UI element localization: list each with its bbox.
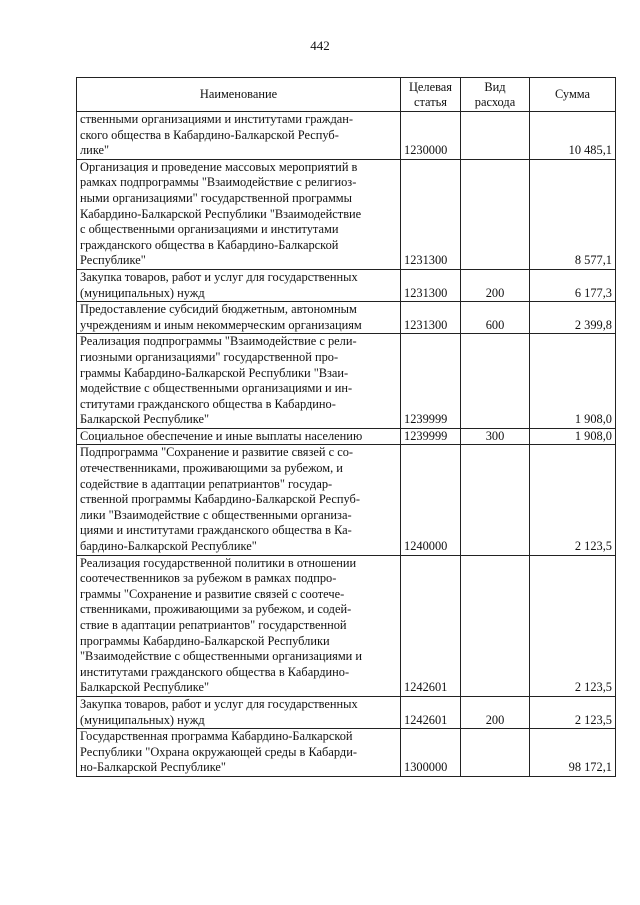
row-code-cell: 1242601 [401, 696, 461, 728]
row-sum-cell: 8 577,1 [530, 159, 616, 269]
row-sum-cell: 2 123,5 [530, 555, 616, 696]
row-code-cell: 1231300 [401, 159, 461, 269]
table-row [77, 428, 616, 445]
row-type-cell: 200 [461, 696, 530, 728]
table-row [77, 159, 616, 269]
row-name-cell: Реализация государственной политики в отношении соотечественников за рубежом в рамках подпро- граммы "Сохранение и развитие связей с соотече- ственниками, проживающими за рубежом, и содей- ствие в адаптации репатриантов" государственной программы Кабардино-Балкарской Республики "Взаимодействие с общественными организациями и институтами гражданского общества в Кабардино- Балкарской Республике" [77, 555, 401, 696]
row-name-cell: ственными организациями и институтами граждан- ского общества в Кабардино-Балкарской Респуб- лике" [77, 112, 401, 160]
row-name-cell: Организация и проведение массовых мероприятий в рамках подпрограммы "Взаимодействие с религиоз- ными организациями" государственной программы Кабардино-Балкарской Республики "Взаимодействие с общественными организациями и институтами гражданского общества в Кабардино-Балкарской Республике" [77, 159, 401, 269]
row-name-cell: Социальное обеспечение и иные выплаты населению [77, 428, 401, 445]
table-header-row [77, 78, 616, 112]
table-row [77, 269, 616, 301]
row-code-cell: 1231300 [401, 269, 461, 301]
row-sum-cell: 6 177,3 [530, 269, 616, 301]
row-type-cell [461, 555, 530, 696]
row-sum-cell: 2 123,5 [530, 445, 616, 555]
row-type-cell [461, 334, 530, 429]
header-name: Наименование [77, 78, 401, 112]
row-code-cell: 1231300 [401, 302, 461, 334]
row-code-cell: 1239999 [401, 334, 461, 429]
row-type-cell [461, 445, 530, 555]
table-row [77, 445, 616, 555]
table-row [77, 729, 616, 777]
row-code-cell: 1242601 [401, 555, 461, 696]
row-name-cell: Государственная программа Кабардино-Балкарской Республики "Охрана окружающей среды в Кабарди- но-Балкарской Республике" [77, 729, 401, 777]
row-sum-cell: 2 123,5 [530, 696, 616, 728]
header-code: Целевая статья [401, 78, 461, 112]
table-row [77, 334, 616, 429]
header-sum: Сумма [530, 78, 616, 112]
row-type-cell: 600 [461, 302, 530, 334]
row-type-cell [461, 159, 530, 269]
row-type-cell [461, 112, 530, 160]
table-row [77, 696, 616, 728]
page-number: 442 [310, 38, 330, 53]
row-type-cell: 300 [461, 428, 530, 445]
budget-table [76, 77, 616, 777]
row-type-cell [461, 729, 530, 777]
row-code-cell: 1239999 [401, 428, 461, 445]
row-sum-cell: 2 399,8 [530, 302, 616, 334]
table-row [77, 302, 616, 334]
row-name-cell: Закупка товаров, работ и услуг для государственных (муниципальных) нужд [77, 269, 401, 301]
table-row [77, 555, 616, 696]
row-sum-cell: 98 172,1 [530, 729, 616, 777]
row-name-cell: Реализация подпрограммы "Взаимодействие с рели- гиозными организациями" государственной про- граммы Кабардино-Балкарской Республики "Взаи- модействие с общественными организациями и ин- ститутами гражданского общества в Кабардино- Балкарской Республике" [77, 334, 401, 429]
row-name-cell: Подпрограмма "Сохранение и развитие связей с со- отечественниками, проживающими за рубежом, и содействие в адаптации репатриантов" государ- ственной программы Кабардино-Балкарской Респуб- лики "Взаимодействие с общественными организа- циями и институтами гражданского общества в Ка- бардино-Балкарской Республике" [77, 445, 401, 555]
row-name-cell: Предоставление субсидий бюджетным, автономным учреждениям и иным некоммерческим организациям [77, 302, 401, 334]
row-sum-cell: 1 908,0 [530, 428, 616, 445]
row-code-cell: 1230000 [401, 112, 461, 160]
header-type: Вид расхода [461, 78, 530, 112]
table-row [77, 112, 616, 160]
row-name-cell: Закупка товаров, работ и услуг для государственных (муниципальных) нужд [77, 696, 401, 728]
row-code-cell: 1240000 [401, 445, 461, 555]
row-type-cell: 200 [461, 269, 530, 301]
row-sum-cell: 1 908,0 [530, 334, 616, 429]
row-sum-cell: 10 485,1 [530, 112, 616, 160]
row-code-cell: 1300000 [401, 729, 461, 777]
